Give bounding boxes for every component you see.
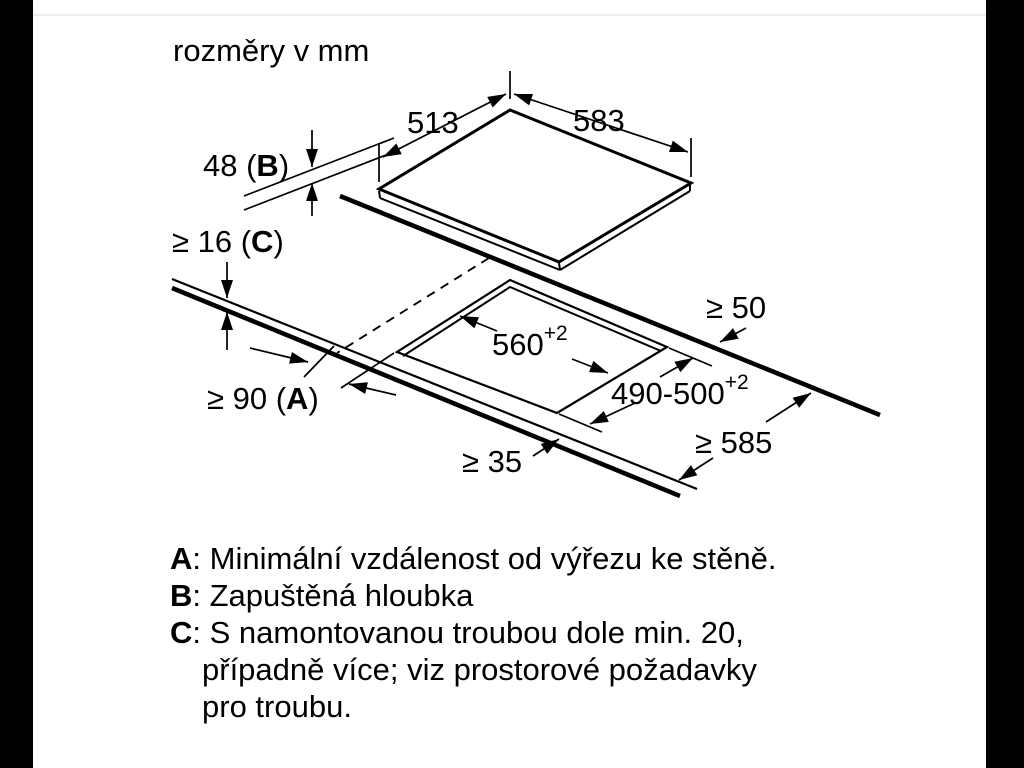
dim-585: ≥ 585 bbox=[695, 425, 773, 460]
letterbox-right bbox=[986, 0, 1024, 768]
dim-35: ≥ 35 bbox=[462, 444, 523, 479]
dim-16-c: ≥ 16 (C) bbox=[172, 224, 284, 259]
diagram-title: rozměry v mm bbox=[173, 33, 370, 68]
dim-48-b: 48 (B) bbox=[203, 148, 290, 183]
dim-90-a: ≥ 90 (A) bbox=[207, 381, 319, 416]
legend-line-c: C: S namontovanou troubou dole min. 20, bbox=[170, 615, 744, 650]
dim-583: 583 bbox=[573, 103, 625, 138]
legend bbox=[170, 541, 777, 724]
dim-560: $560^{+2}$ bbox=[492, 322, 568, 362]
top-rule bbox=[33, 14, 986, 16]
installation-diagram bbox=[33, 0, 986, 768]
hob-edge-projection-dashed bbox=[337, 258, 489, 353]
dim-513: 513 bbox=[407, 105, 459, 140]
letterbox-left bbox=[0, 0, 33, 768]
image-canvas bbox=[33, 0, 986, 768]
dim-50: ≥ 50 bbox=[706, 290, 767, 325]
dim-490-500: $490-500^{+2}$ bbox=[611, 371, 749, 411]
legend-line-b: B: Zapuštěná hloubka bbox=[170, 578, 474, 613]
legend-line-c3: pro troubu. bbox=[202, 689, 352, 724]
legend-line-a: A: Minimální vzdálenost od výřezu ke stěně. bbox=[170, 541, 777, 576]
legend-line-c2: případně více; viz prostorové požadavky bbox=[202, 652, 757, 687]
